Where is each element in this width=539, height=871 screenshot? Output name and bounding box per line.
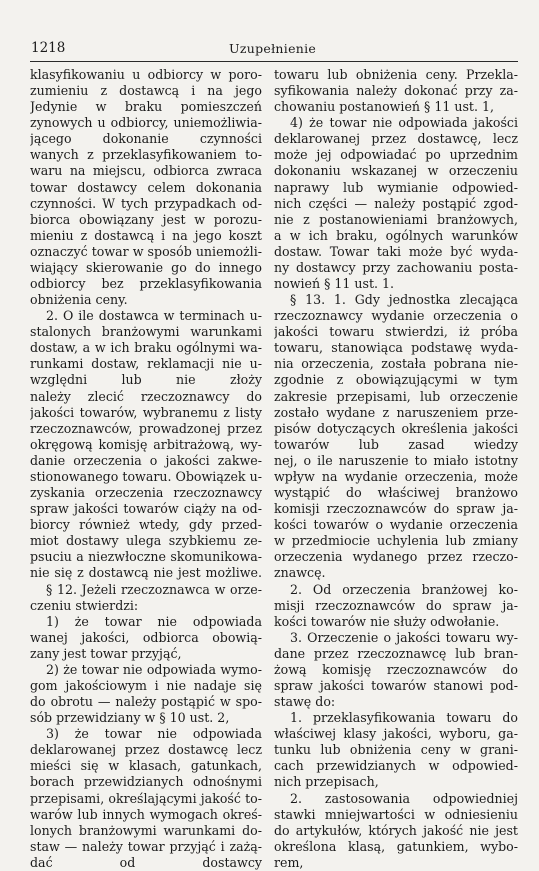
text-line: 2. O ile dostawca w terminach u-	[46, 308, 262, 324]
left-column	[30, 67, 262, 871]
text-line: 3. Orzeczenie o jakości towaru wy-	[290, 629, 518, 645]
text-line: sób przewidziany w § 10 ust. 2,	[30, 710, 230, 726]
text-line: syfikowania należy dokonać przy za-	[274, 83, 518, 99]
text-line: cach przewidzianych w odpowied-	[274, 758, 518, 774]
text-line: towar dostawcy celem dokonania	[30, 179, 262, 195]
text-line: właściwej klasy jakości, wyboru, ga-	[274, 726, 518, 742]
text-line: stawę do:	[274, 694, 336, 710]
text-line: dokonaniu wskazanej w orzeczeniu	[274, 163, 518, 179]
page-number: 1218	[31, 40, 66, 56]
text-line: borach przewidzianych odnośnymi	[30, 774, 262, 790]
text-line: § 12. Jeżeli rzeczoznawca w orze-	[46, 581, 262, 597]
text-line: kości towarów o wydanie orzeczenia	[274, 517, 518, 533]
text-line: zumieniu z dostawcą i na jego	[30, 83, 262, 99]
text-line: deklarowanej przez dostawcę lecz	[30, 742, 262, 758]
text-line: 1. przeklasyfikowania towaru do	[290, 710, 518, 726]
text-line: wanych z przeklasyfikowaniem to-	[30, 147, 262, 163]
text-line: stalonych branżowymi warunkami	[30, 324, 262, 340]
text-line: biorca obowiązany jest w porozu-	[30, 211, 262, 227]
text-line: komisji rzeczoznawców do spraw ja-	[274, 501, 518, 517]
text-line: kości towarów nie służy odwołanie.	[274, 613, 500, 629]
text-line: pisów dotyczących określenia jakości	[274, 420, 518, 436]
text-line: dostaw. Towar taki może być wyda-	[274, 243, 518, 259]
text-line: zostało wydane z naruszeniem prze-	[274, 404, 518, 420]
text-line: 4) że towar nie odpowiada jakości	[290, 115, 518, 131]
text-line: względni lub nie złoży	[30, 372, 262, 388]
text-line: klasyfikowaniu u odbiorcy w poro-	[30, 67, 262, 82]
text-line: znawcę.	[274, 565, 326, 581]
text-line: określona klasą, gatunkiem, wybo-	[274, 838, 518, 854]
text-line: do obrotu — należy postąpić w spo-	[30, 694, 262, 710]
text-line: 1) że towar nie odpowiada	[46, 613, 262, 629]
text-line: nich przepisach,	[274, 774, 379, 790]
text-line: dane przez rzeczoznawcę lub bran-	[274, 645, 518, 661]
text-line: czynności. W tych przypadkach od-	[30, 195, 262, 211]
text-line: ny dostawcy przy zachowaniu posta-	[274, 259, 518, 275]
text-line: biorcy również wtedy, gdy przed-	[30, 517, 262, 533]
text-line: wystąpić do właściwej branżowo	[274, 485, 518, 501]
text-line: oznaczyć towar w sposób uniemożli-	[30, 243, 262, 259]
running-title: Uzupełnienie	[229, 41, 317, 56]
text-line: 2. Od orzeczenia branżowej ko-	[290, 581, 518, 597]
text-line: zynowych u odbiorcy, uniemożliwia-	[30, 115, 262, 131]
text-line: chowaniu postanowień § 11 ust. 1,	[274, 99, 495, 115]
text-line: gom jakościowym i nie nadaje się	[30, 677, 262, 693]
text-line: rem,	[274, 854, 304, 870]
text-line: okręgową komisję arbitrażową, wy-	[30, 436, 262, 452]
text-line: warów lub innych wymogach okreś-	[30, 806, 262, 822]
text-line: dać od dostawcy	[30, 854, 262, 870]
text-line: należy zlecić rzeczoznawcy do	[30, 388, 262, 404]
text-line: nie się z dostawcą nie jest możliwe.	[30, 565, 262, 581]
text-line: rzeczoznawców, prowadzonej przez	[30, 420, 262, 436]
text-line: w przedmiocie uchylenia lub zmiany	[274, 533, 518, 549]
text-line: może jej odpowiadać po uprzednim	[274, 147, 518, 163]
text-line: nie z postanowieniami branżowych,	[274, 211, 518, 227]
text-line: spraw jakości towarów ciąży na od-	[30, 501, 262, 517]
right-column	[274, 67, 518, 871]
text-line: wanej jakości, odbiorca obowią-	[30, 629, 262, 645]
text-line: runkami dostaw, reklamacji nie u-	[30, 356, 262, 372]
text-line: psuciu a niezwłoczne skomunikowa-	[30, 549, 262, 565]
text-line: orzeczenia wydanego przez rzeczo-	[274, 549, 518, 565]
text-line: dostaw, a w ich braku ogólnymi wa-	[30, 340, 262, 356]
text-line: stawki mniejwartości w odniesieniu	[274, 806, 518, 822]
text-line: jącego dokonanie czynności	[30, 131, 262, 147]
text-line: wpływ na wydanie orzeczenia, może	[274, 468, 518, 484]
text-line: rzeczoznawcy wydanie orzeczenia o	[274, 308, 518, 324]
text-line: misji rzeczoznawców do spraw ja-	[274, 597, 518, 613]
text-line: nich części — należy postąpić zgod-	[274, 195, 518, 211]
text-line: zany jest towar przyjąć,	[30, 645, 182, 661]
page-header	[0, 0, 539, 60]
text-line: miot dostawy ulega szybkiemu ze-	[30, 533, 262, 549]
text-line: nej, o ile naruszenie to miało istotny	[274, 452, 518, 468]
text-line: nowień § 11 ust. 1.	[274, 276, 395, 292]
text-line: deklarowanej przez dostawcę, lecz	[274, 131, 518, 147]
text-line: zyskania orzeczenia rzeczoznawcy	[30, 485, 262, 501]
text-line: do artykułów, których jakość nie jest	[274, 822, 518, 838]
text-line: towarów lub zasad wiedzy	[274, 436, 518, 452]
text-line: przepisami, określającymi jakość to-	[30, 790, 262, 806]
text-line: czeniu stwierdzi:	[30, 597, 139, 613]
text-line: nia orzeczenia, została pobrana nie-	[274, 356, 518, 372]
text-line: mieniu z dostawcą i na jego koszt	[30, 227, 262, 243]
text-line: towaru lub obniżenia ceny. Przekla-	[274, 67, 518, 82]
text-line: zakresie przepisami, lub orzeczenie	[274, 388, 518, 404]
text-line: odbiorcy bez przeklasyfikowania	[30, 276, 262, 292]
text-line: waru na miejscu, odbiorca zwraca	[30, 163, 262, 179]
text-line: Jedynie w braku pomieszczeń	[30, 99, 262, 115]
text-line: lonych branżowymi warunkami do-	[30, 822, 262, 838]
text-line: 3) że towar nie odpowiada	[46, 726, 262, 742]
text-line: 2) że towar nie odpowiada wymo-	[46, 661, 262, 677]
text-line: zgodnie z obowiązującymi w tym	[274, 372, 518, 388]
text-line: spraw jakości towarów stanowi pod-	[274, 677, 518, 693]
text-line: naprawy lub wymianie odpowied-	[274, 179, 518, 195]
text-line: tunku lub obniżenia ceny w grani-	[274, 742, 518, 758]
text-line: danie orzeczenia o jakości zakwe-	[30, 452, 262, 468]
text-line: jakości towarów, wybranemu z listy	[30, 404, 262, 420]
text-line: mieści się w klasach, gatunkach,	[30, 758, 262, 774]
text-line: wiający skierowanie go do innego	[30, 259, 262, 275]
text-line: stionowanego towaru. Obowiązek u-	[30, 468, 262, 484]
text-line: żową komisję rzeczoznawców do	[274, 661, 518, 677]
text-line: staw — należy towar przyjąć i zażą-	[30, 838, 262, 854]
text-line: 2. zastosowania odpowiedniej	[290, 790, 518, 806]
text-line: obniżenia ceny.	[30, 292, 128, 308]
header-rule	[30, 61, 518, 62]
text-line: jakości towaru stwierdzi, iż próba	[274, 324, 518, 340]
text-line: § 13. 1. Gdy jednostka zlecająca	[290, 292, 518, 308]
text-line: a w ich braku, ogólnych warunków	[274, 227, 518, 243]
text-line: towaru, stanowiąca podstawę wyda-	[274, 340, 518, 356]
